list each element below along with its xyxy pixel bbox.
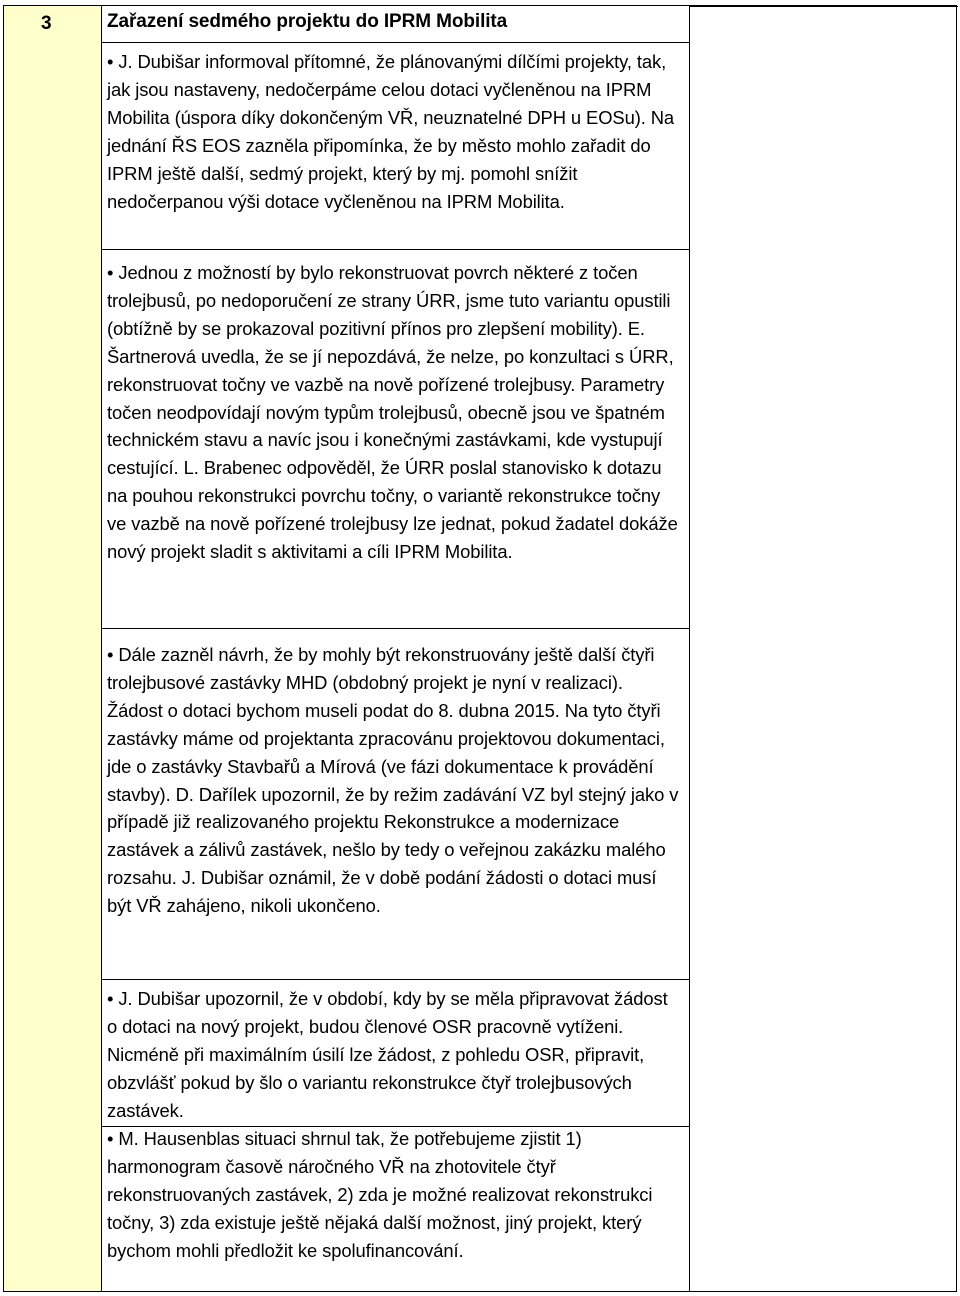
row-divider: [102, 42, 689, 43]
paragraph-3: • Dále zazněl návrh, že by mohly být rekonstruovány ještě další čtyři trolejbusové zastávky MHD (obdobný projekt je nyní v realizaci). Žádost o dotaci bychom museli podat do 8. dubna 2015. Na tyto čtyři zastávky máme od projektanta zpracovánu projektovou dokumentaci, jde o zastávky Stavbařů a Mírová (ve fázi dokumentace k provádění stavby). D. Dařílek upozornil, že by režim zadávání VZ byl stejný jako v případě již realizovaného projektu Rekonstrukce a modernizace zastávek a zálivů zastávek, nešlo by tedy o veřejnou zakázku malého rozsahu. J. Dubišar oznámil, že v době podání žádosti o dotaci musí být VŘ zahájeno, nikoli ukončeno.: [107, 644, 679, 917]
paragraph-5: • M. Hausenblas situaci shrnul tak, že potřebujeme zjistit 1) harmonogram časově náročného VŘ na zhotovitele čtyř rekonstruovaných zastávek, 2) zda je možné realizovat rekonstrukci točny, 3) zda existuje ještě nějaká další možnost, jiný projekt, který bychom mohli předložit ke spolufinancování.: [107, 1128, 653, 1261]
item-number-cell: [4, 6, 102, 1291]
paragraph-4: • J. Dubišar upozornil, že v období, kdy by se měla připravovat žádost o dotaci na nový projekt, budou členové OSR pracovně vytíženi. Nicméně při maximálním úsilí lze žádost, z pohledu OSR, připravit, obzvlášť pokud by šlo o variantu rekonstrukce čtyř trolejbusových zastávek.: [107, 988, 668, 1121]
item-number: 3: [41, 13, 52, 34]
item-title: Zařazení sedmého projektu do IPRM Mobilita: [107, 11, 508, 32]
row-divider: [102, 628, 689, 629]
row-divider: [102, 249, 689, 250]
row-divider: [102, 979, 689, 980]
paragraph-1: • J. Dubišar informoval přítomné, že plánovanými dílčími projekty, tak, jak jsou nastaveny, nedočerpáme celou dotaci vyčleněnou na IPRM Mobilita (úspora díky dokončeným VŘ, neuznatelné DPH u EOSu). Na jednání ŘS EOS zazněla připomínka, že by město mohlo zařadit do IPRM ještě další, sedmý projekt, který by mj. pomohl snížit nedočerpanou výši dotace vyčleněnou na IPRM Mobilita.: [107, 51, 675, 212]
paragraph-2: • Jednou z možností by bylo rekonstruovat povrch některé z točen trolejbusů, po nedoporučení ze strany ÚRR, jsme tuto variantu opustili (obtížně by se prokazoval pozitivní přínos pro zlepšení mobility). E. Šartnerová uvedla, že se jí nepozdává, že nelze, po konzultaci s ÚRR, rekonstruovat točny ve vazbě na nově pořízené trolejbusy. Parametry točen neodpovídají novým typům trolejbusů, obecně jsou ve špatném technickém stavu a navíc jsou i konečnými zastávkami, kde vystupují cestující. L. Brabenec odpověděl, že ÚRR poslal stanovisko k dotazu na pouhou rekonstrukci povrchu točny, o variantě rekonstrukce točny ve vazbě na nově pořízené trolejbusy lze jednat, pokud žadatel dokáže nový projekt sladit s aktivitami a cíli IPRM Mobilita.: [107, 262, 678, 563]
row-divider: [689, 6, 958, 7]
column-divider: [689, 6, 690, 1291]
